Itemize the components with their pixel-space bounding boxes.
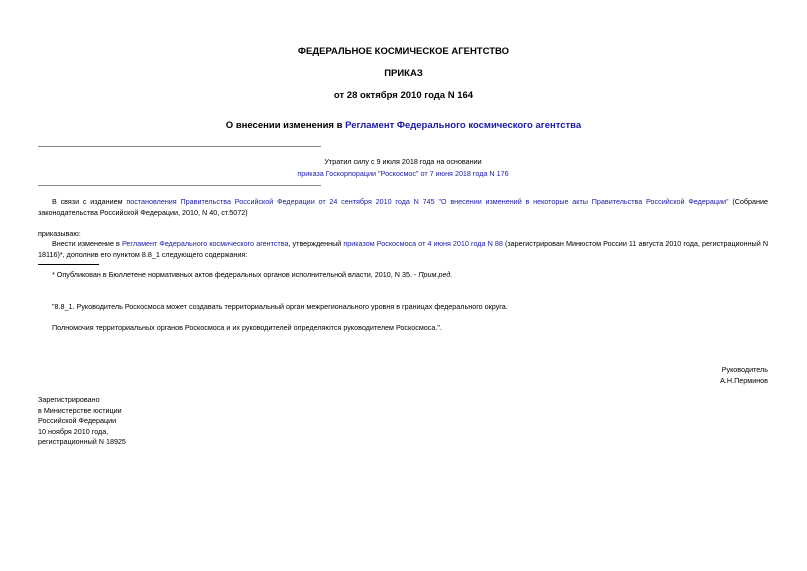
order-word: приказываю:	[38, 229, 81, 238]
p1-start: В связи с изданием	[52, 197, 127, 206]
registration-block	[38, 395, 126, 448]
paragraph-powers: Полномочия территориальных органов Роскосмоса и их руководителей определяются руководителем Роскосмоса.".	[52, 323, 442, 332]
paragraph-amendment	[38, 239, 768, 260]
p2-end: (зарегистрирован Минюстом России 11 августа 2010 года, регистрационный N 18116)*, дополнив его пунктом 8.8_1 следующего содержания:	[38, 239, 769, 259]
title-reglament-link[interactable]: Регламент Федерального космического агентства	[345, 120, 582, 131]
divider-top	[38, 146, 321, 147]
paragraph-basis	[38, 197, 768, 218]
order-88-link[interactable]: приказом Роскосмоса от 4 июня 2010 года N 88	[343, 239, 503, 248]
reglament-link[interactable]: Регламент Федерального космического агентства	[121, 239, 289, 248]
footnote-italic: Прим.ред.	[418, 270, 453, 279]
registration-line: 10 ноября 2010 года,	[38, 426, 109, 436]
status-order-link[interactable]: приказа Госкорпорации "Роскосмос" от 7 июня 2018 года N 176	[297, 169, 509, 178]
footnote-rule	[38, 264, 99, 265]
footnote	[38, 270, 768, 281]
registration-line: регистрационный N 18925	[38, 437, 126, 447]
status-line-1: Утратил силу с 9 июля 2018 года на основании	[324, 157, 482, 166]
registration-line: Российской Федерации	[38, 416, 117, 426]
title-prefix: О внесении изменения в	[225, 120, 346, 131]
paragraph-new-point: "8.8_1. Руководитель Роскосмоса может создавать территориальный орган межрегионального уровня в границах федерального округа.	[52, 302, 508, 311]
doc-type-heading: ПРИКАЗ	[384, 68, 423, 79]
signature-role: Руководитель	[721, 365, 768, 374]
registration-line: в Министерстве юстиции	[38, 405, 122, 415]
divider-bottom	[38, 185, 321, 186]
p2-mid: , утвержденный	[288, 239, 344, 248]
signature-name: А.Н.Перминов	[720, 376, 768, 385]
resolution-link[interactable]: постановления Правительства Российской Федерации от 24 сентября 2010 года N 745 "О внесении изменений в некоторые акты Правительства Российской Федерации"	[126, 197, 729, 206]
date-number-heading: от 28 октября 2010 года N 164	[333, 90, 474, 101]
registration-line: Зарегистрировано	[38, 395, 100, 404]
footnote-text: * Опубликован в Бюллетене нормативных актов федеральных органов исполнительной власти, 2010, N 35. -	[52, 270, 419, 279]
p2-start: Внести изменение в	[52, 239, 122, 248]
agency-heading: ФЕДЕРАЛЬНОЕ КОСМИЧЕСКОЕ АГЕНТСТВО	[297, 46, 510, 57]
document-title	[0, 120, 807, 131]
p1-end: (Собрание законодательства Российской Федерации, 2010, N 40, ст.5072)	[38, 197, 769, 217]
